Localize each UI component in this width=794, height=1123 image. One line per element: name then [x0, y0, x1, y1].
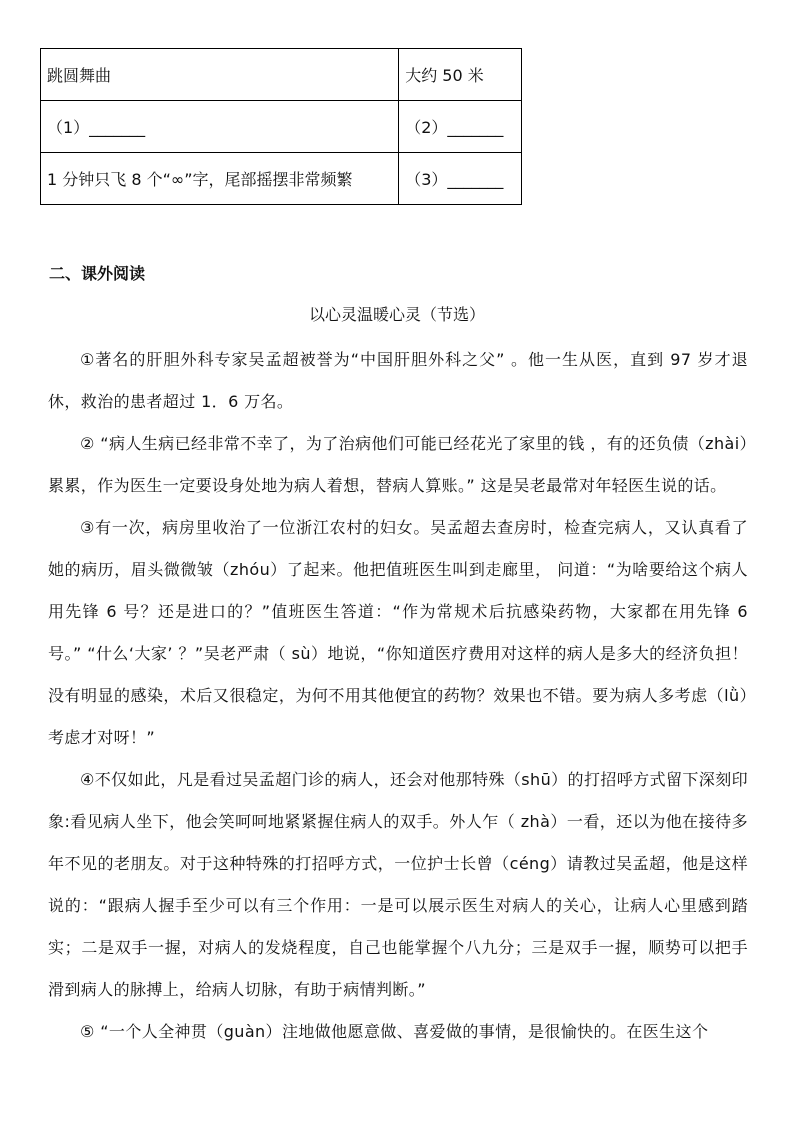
paragraph-1: ①著名的肝胆外科专家吴孟超被誉为“中国肝胆外科之父” 。他一生从医，直到 97 岁才退休，救治的患者超过 1．6 万名。: [48, 350, 748, 411]
paragraph-5: ⑤ “一个人全神贯（guàn）注地做他愿意做、喜爱做的事情，是很愉快的。在医生这个: [80, 1022, 709, 1041]
table-row: [41, 153, 522, 205]
table-cell: 1 分钟只飞 8 个“∞”字，尾部摇摆非常频繁: [41, 153, 399, 205]
paragraph-2: ② “病人生病已经非常不幸了，为了治病他们可能已经花光了家里的钱 ，有的还负债（zhài）累累，作为医生一定要设身处地为病人着想，替病人算账。” 这是吴老最常对年轻医生说的话。: [48, 434, 748, 495]
table-row: [41, 101, 522, 153]
table-cell: （1）_______: [41, 101, 399, 153]
paragraph-4: ④不仅如此，凡是看过吴孟超门诊的病人，还会对他那特殊（shū）的打招呼方式留下深刻印象:看见病人坐下，他会笑呵呵地紧紧握住病人的双手。外人乍（ zhà）一看，还以为他在接待多年不见的老朋友。对于这种特殊的打招呼方式，一位护士长曾（céng）请教过吴孟超，他是这样说的：“跟病人握手至少可以有三个作用：一是可以展示医生对病人的关心，让病人心里感到踏实；二是双手一握，对病人的发烧程度，自己也能掌握个八九分；三是双手一握，顺势可以把手滑到病人的脉搏上，给病人切脉，有助于病情判断。”: [48, 770, 748, 999]
table-cell: 大约 50 米: [399, 49, 522, 101]
table-row: [41, 49, 522, 101]
article-title: 以心灵温暖心灵（节选）: [308, 305, 485, 324]
table-cell: （2）_______: [399, 101, 522, 153]
article-body: [48, 339, 748, 1053]
table-cell: 跳圆舞曲: [41, 49, 399, 101]
section-heading: 二、课外阅读: [49, 264, 146, 283]
paragraph-3: ③有一次，病房里收治了一位浙江农村的妇女。吴孟超去查房时，检查完病人，又认真看了她的病历，眉头微微皱（zhóu）了起来。他把值班医生叫到走廊里， 问道：“为啥要给这个病人用先锋 6 号？还是进口的？”值班医生答道：“作为常规术后抗感染药物，大家都在用先锋 6 号。” “什么‘大家’ ？”吴老严肃（ sù）地说，“你知道医疗费用对这样的病人是多大的经济负担！没有明显的感染，术后又很稳定，为何不用其他便宜的药物？效果也不错。要为病人多考虑（lǜ）考虑才对呀！”: [48, 518, 748, 747]
answer-table: [40, 48, 522, 205]
table-cell: （3）_______: [399, 153, 522, 205]
